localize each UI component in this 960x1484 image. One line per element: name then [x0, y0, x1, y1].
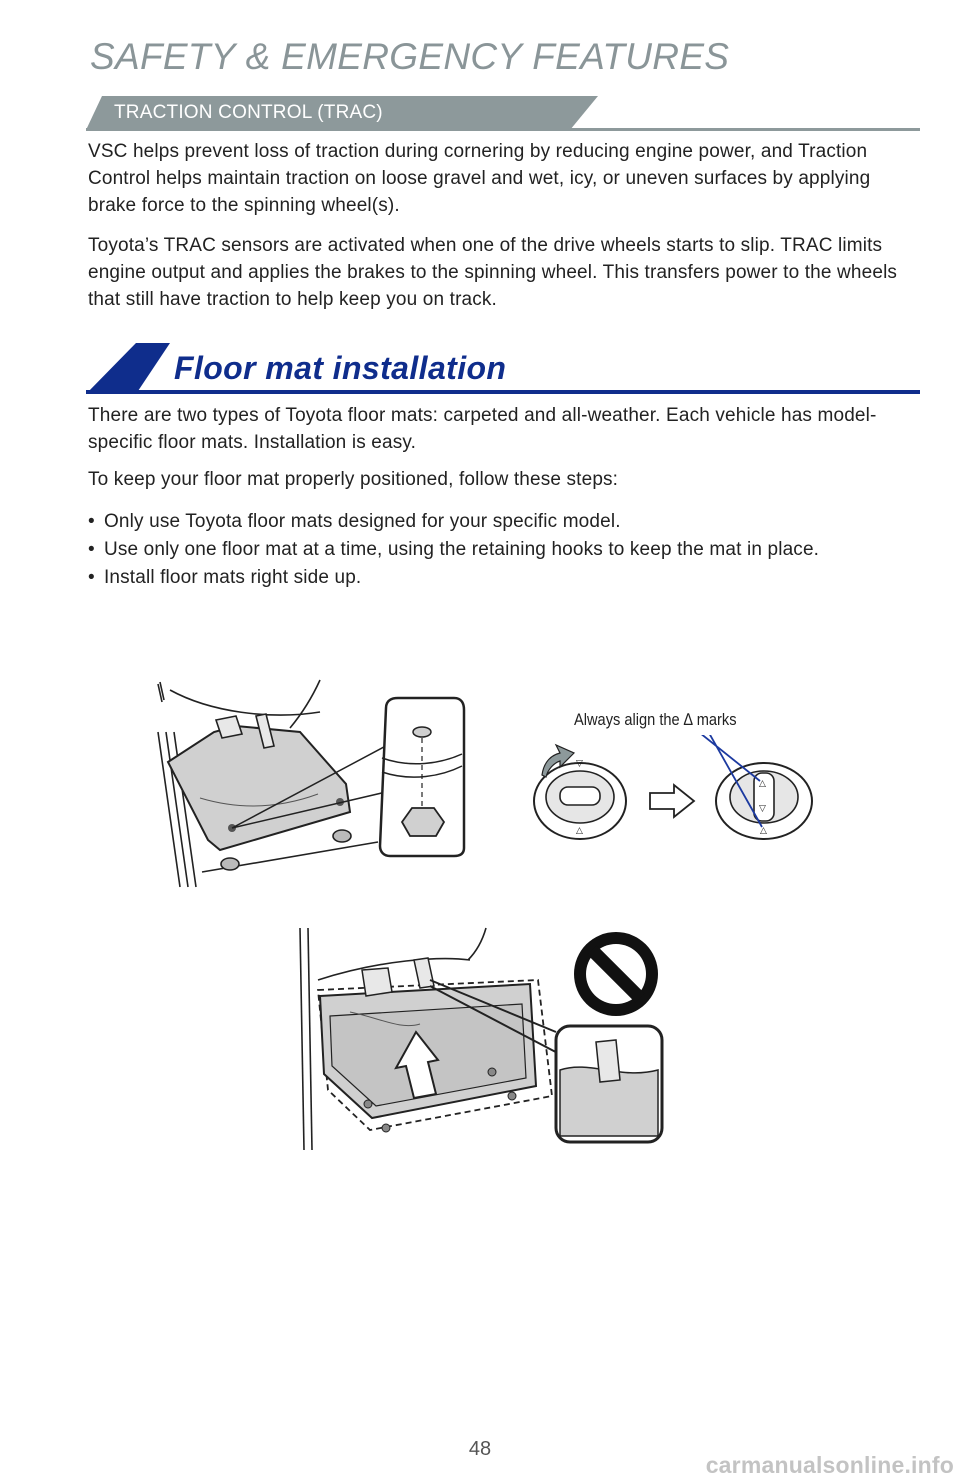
list-item-text: Use only one floor mat at a time, using the retaining hooks to keep the mat in place.: [104, 539, 820, 560]
heading-rule: [86, 390, 920, 394]
page-section-title: SAFETY & EMERGENCY FEATURES: [90, 36, 730, 77]
floor-mat-hooks-illustration: [150, 672, 470, 892]
floor-mat-title: Floor mat installation: [174, 350, 507, 386]
floor-mat-steps-list: [88, 508, 918, 592]
watermark: carmanualsonline.info: [705, 1452, 954, 1478]
band-rule: [86, 128, 920, 131]
svg-text:▽: ▽: [759, 804, 766, 814]
svg-text:△: △: [576, 826, 583, 836]
bullet-dot: •: [88, 539, 95, 560]
trac-paragraph-1: VSC helps prevent loss of traction during cornering by reducing engine power, and Traction Control helps maintain traction on loose gravel and wet, icy, or uneven surfaces by applying brake force to the spinning wheel(s).: [88, 141, 871, 216]
trac-subheading: TRACTION CONTROL (TRAC): [114, 102, 383, 123]
floor-mat-steps-intro: To keep your floor mat properly positioned, follow these steps:: [88, 469, 619, 490]
list-item: [88, 564, 918, 592]
page-number: 48: [468, 1438, 492, 1460]
list-item: [88, 536, 918, 564]
floor-mat-intro: There are two types of Toyota floor mats: carpeted and all-weather. Each vehicle has model-specific floor mats. Installation is easy.: [88, 405, 877, 453]
list-item-text: Install floor mats right side up.: [104, 567, 362, 588]
bullet-dot: •: [88, 567, 95, 588]
floor-mat-heading-band: [86, 340, 920, 398]
list-item-text: Only use Toyota floor mats designed for your specific model.: [104, 511, 621, 532]
hook-alignment-illustration: [530, 735, 820, 845]
trac-paragraph-2: Toyota’s TRAC sensors are activated when one of the drive wheels starts to slip. TRAC limits engine output and applies the brakes to the spinning wheel. This transfers power to the wheels that still have traction to help keep you on track.: [88, 235, 898, 310]
incorrect-installation-illustration: [290, 920, 670, 1160]
svg-text:▽: ▽: [576, 759, 583, 769]
bullet-dot: •: [88, 511, 95, 532]
figure-caption: Always align the ∆ marks: [574, 710, 737, 729]
svg-text:△: △: [760, 826, 767, 836]
svg-text:△: △: [759, 779, 766, 789]
list-item: [88, 508, 918, 536]
trac-subheading-band: [86, 96, 920, 132]
heading-accent-shape: [86, 343, 170, 394]
